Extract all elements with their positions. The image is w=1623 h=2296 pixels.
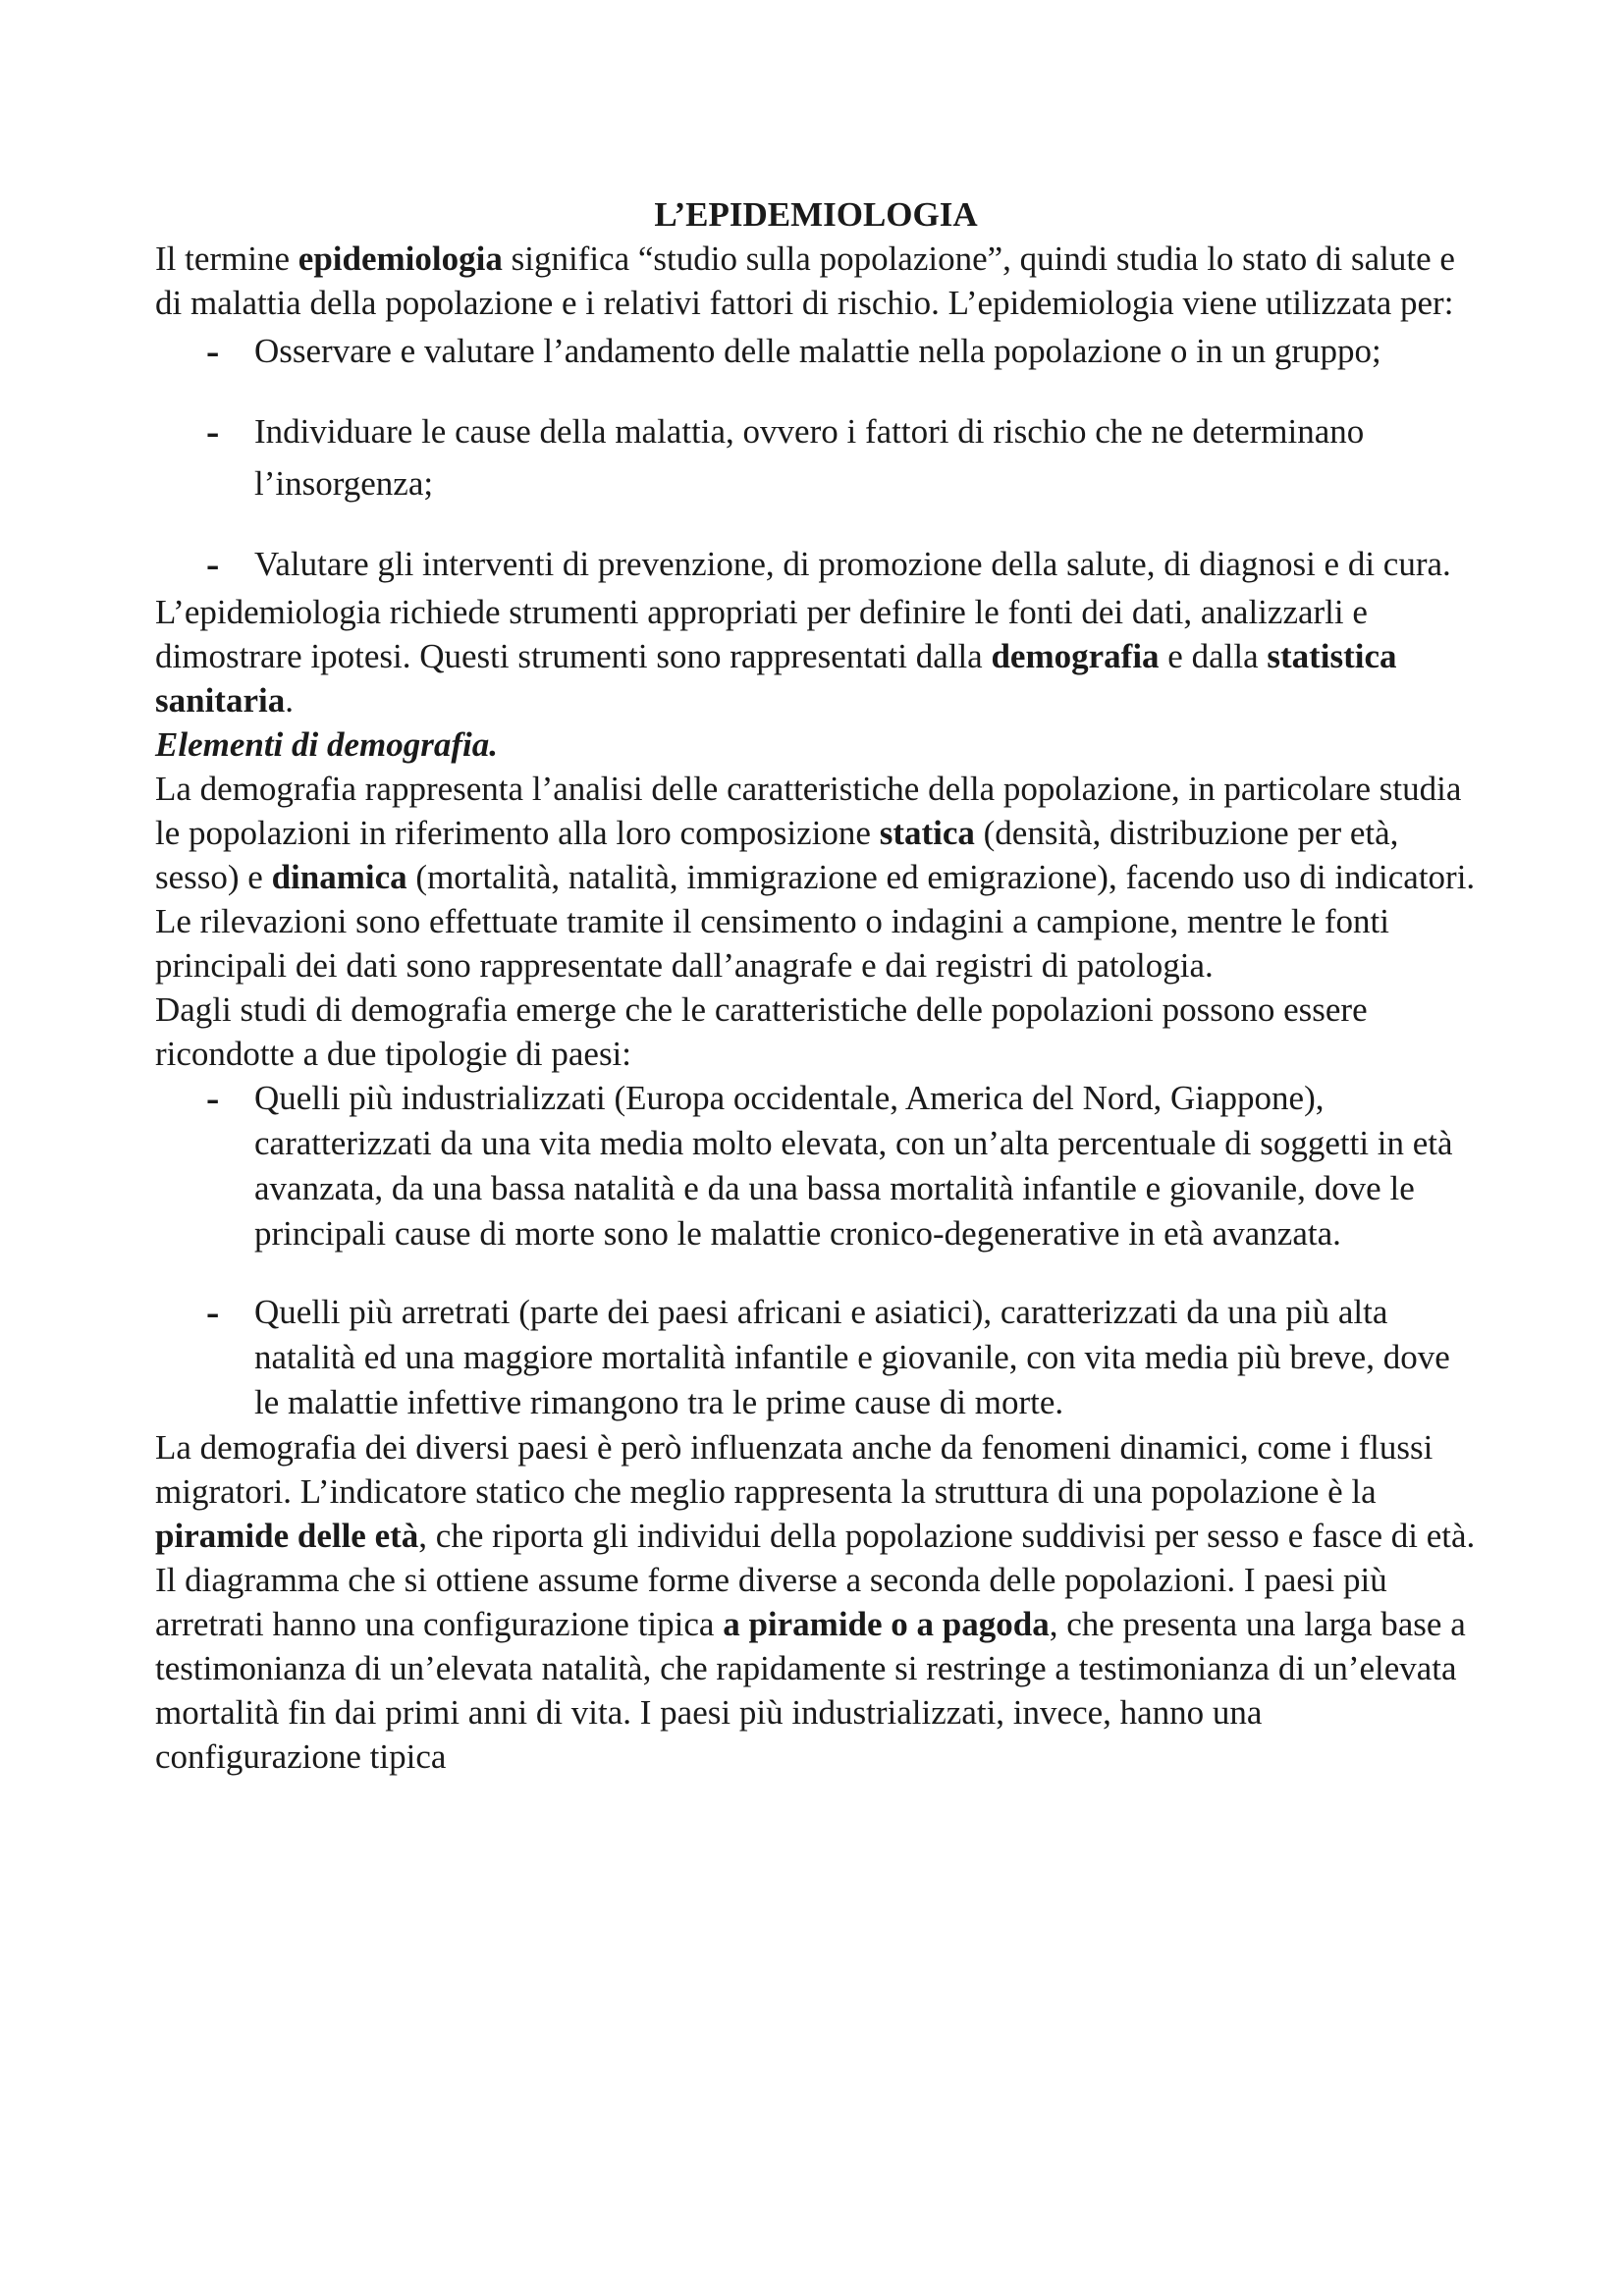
studies-paragraph: Dagli studi di demografia emerge che le caratteristiche delle popolazioni possono essere ricondotte a due tipologie di paesi: <box>155 990 1368 1073</box>
list-item <box>155 325 1477 377</box>
dash-bullet-icon: - <box>206 542 220 586</box>
tools-text-1: L’epidemiologia richiede strumenti appropriati per definire le fonti dei dati, analizzarli e dimostrare ipotesi. Questi strumenti sono rappresentati dalla <box>155 593 1368 675</box>
final-bold-pagoda: a piramide o a pagoda <box>723 1605 1050 1643</box>
list-item-text: Osservare e valutare l’andamento delle malattie nella popolazione o in un gruppo; <box>254 332 1381 370</box>
demo-text-1: La demografia rappresenta l’analisi delle caratteristiche della popolazione, in particolare studia le popolazioni in riferimento alla loro composizione <box>155 770 1462 852</box>
countries-list <box>155 1076 1477 1425</box>
final-text-2: , che riporta gli individui della popolazione suddivisi per sesso e fasce di età. Il diagramma che si ottiene assume forme diverse a seconda delle popolazioni. I paesi più arretrati hanno una configurazione tipica <box>155 1517 1476 1643</box>
demo-text-2: (densità, distribuzione per età, sesso) e <box>155 814 1399 896</box>
tools-bold-statistica: statistica sanitaria <box>155 637 1397 720</box>
tools-paragraph <box>155 590 1477 722</box>
dash-bullet-icon: - <box>206 329 220 373</box>
tools-text-2: e dalla <box>1159 637 1268 675</box>
demo-bold-dinamica: dinamica <box>271 858 407 896</box>
final-bold-piramide: piramide delle età <box>155 1517 419 1555</box>
dash-bullet-icon: - <box>206 409 220 454</box>
final-paragraph <box>155 1425 1477 1779</box>
dash-bullet-icon: - <box>206 1076 220 1120</box>
final-text-3: , che presenta una larga base a testimonianza di un’elevata natalità, che rapidamente si restringe a testimonianza di un’elevata mortalità fin dai primi anni di vita. I paesi più industrializzati, invece, hanno una configurazione tipica <box>155 1605 1466 1776</box>
list-item-text: Valutare gli interventi di prevenzione, di promozione della salute, di diagnosi e di cura. <box>254 545 1451 583</box>
list-item <box>155 538 1477 590</box>
final-text-1: La demografia dei diversi paesi è però influenzata anche da fenomeni dinamici, come i flussi migratori. L’indicatore statico che meglio rappresenta la struttura di una popolazione è la <box>155 1428 1434 1511</box>
intro-bold-epidemiologia: epidemiologia <box>298 240 503 278</box>
intro-text-1: Il termine <box>155 240 298 278</box>
dash-bullet-icon: - <box>206 1290 220 1334</box>
tools-bold-demografia: demografia <box>991 637 1160 675</box>
list-item <box>155 405 1477 509</box>
intro-text-2: significa “studio sulla popolazione”, quindi studia lo stato di salute e di malattia della popolazione e i relativi fattori di rischio. L’epidemiologia viene utilizzata per: <box>155 240 1455 322</box>
list-item-text: Quelli più arretrati (parte dei paesi africani e asiatici), caratterizzati da una più alta natalità ed una maggiore mortalità infantile e giovanile, con vita media più breve, dove le malattie infettive rimangono tra le prime cause di morte. <box>254 1293 1450 1421</box>
document-page <box>155 192 1477 1779</box>
list-item <box>155 1076 1477 1256</box>
list-item-text: Individuare le cause della malattia, ovvero i fattori di rischio che ne determinano l’insorgenza; <box>254 412 1365 503</box>
list-item-text: Quelli più industrializzati (Europa occidentale, America del Nord, Giappone), caratterizzati da una vita media molto elevata, con un’alta percentuale di soggetti in età avanzata, da una bassa natalità e da una bassa mortalità infantile e giovanile, dove le principali cause di morte sono le malattie cronico-degenerative in età avanzata. <box>254 1079 1453 1253</box>
section-heading: Elementi di demografia. <box>155 725 499 764</box>
uses-list <box>155 325 1477 590</box>
tools-text-3: . <box>285 681 294 720</box>
list-item <box>155 1290 1477 1425</box>
intro-paragraph <box>155 237 1477 325</box>
demography-paragraph <box>155 767 1477 988</box>
demo-text-3: (mortalità, natalità, immigrazione ed emigrazione), facendo uso di indicatori. Le rilevazioni sono effettuate tramite il censimento o indagini a campione, mentre le fonti principali dei dati sono rappresentate dall’anagrafe e dai registri di patologia. <box>155 858 1476 985</box>
demo-bold-statica: statica <box>879 814 975 852</box>
page-title: L’EPIDEMIOLOGIA <box>654 195 978 234</box>
